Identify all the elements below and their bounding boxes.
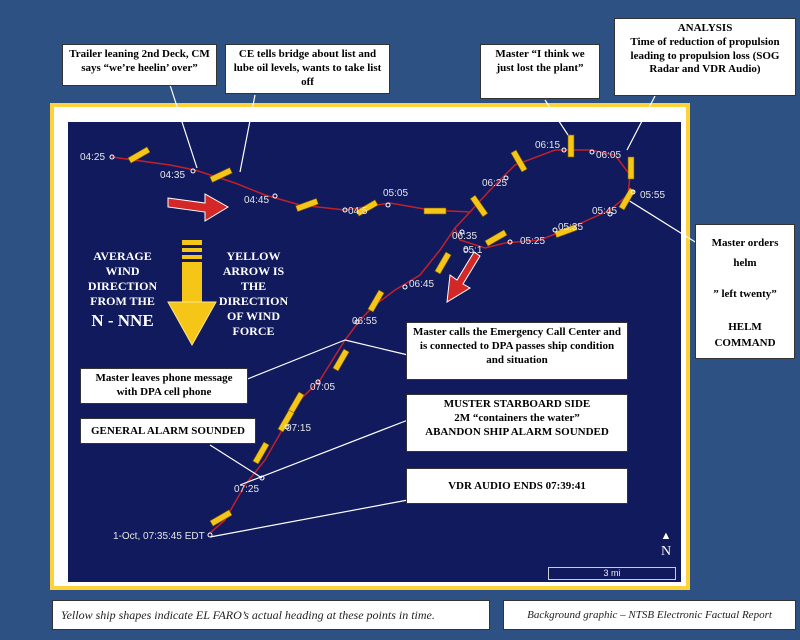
callout-vdr-ends: VDR AUDIO ENDS 07:39:41 bbox=[406, 468, 628, 504]
time-label: 05:35 bbox=[558, 222, 584, 233]
ship-shape bbox=[619, 188, 635, 210]
time-label: 06:35 bbox=[452, 231, 478, 242]
callout-lost-the-plant: Master “I think we just lost the plant” bbox=[480, 44, 600, 99]
time-label: 04:35 bbox=[160, 170, 186, 181]
ship-shape bbox=[568, 135, 574, 157]
ship-shape bbox=[435, 252, 451, 274]
ship-shape bbox=[470, 195, 488, 216]
time-label: 05:25 bbox=[520, 236, 546, 247]
ship-shape bbox=[296, 198, 319, 211]
ship-shape bbox=[368, 290, 384, 312]
time-label: 1-Oct, 07:35:45 EDT bbox=[113, 531, 205, 542]
north-indicator: ▲ N bbox=[657, 530, 675, 568]
callout-phone-message: Master leaves phone message with DPA cell phone bbox=[80, 368, 248, 404]
time-label: 05:55 bbox=[640, 190, 666, 201]
callout-trailer-leaning: Trailer leaning 2nd Deck, CM says “we’re heelin’ over” bbox=[62, 44, 217, 86]
time-label: 05:45 bbox=[592, 206, 618, 217]
time-label: 04:5 bbox=[348, 206, 368, 217]
callout-emergency-call: Master calls the Emergency Call Center and is connected to DPA passes ship condition and situation bbox=[406, 322, 628, 380]
time-label: 04:25 bbox=[80, 152, 106, 163]
callout-ce-tells-bridge: CE tells bridge about list and lube oil levels, wants to take list off bbox=[225, 44, 390, 94]
ship-shape bbox=[333, 349, 349, 371]
yellow-arrow-text: YELLOW ARROW IS THE DIRECTION OF WIND FORCE bbox=[218, 249, 289, 338]
scale-bar: 3 mi bbox=[548, 567, 676, 580]
red-arrow-wind-1 bbox=[168, 194, 228, 221]
ship-shape bbox=[210, 168, 232, 183]
time-label: 06:55 bbox=[352, 316, 378, 327]
ship-shape bbox=[424, 208, 446, 214]
callout-analysis: ANALYSIS Time of reduction of propulsion leading to propulsion loss (SOG Radar and VDR Audio) bbox=[614, 18, 796, 96]
helm-command-box: Master orders helm ” left twenty” HELM COMMAND bbox=[695, 224, 795, 359]
time-label: 06:05 bbox=[596, 150, 622, 161]
time-label: 06:45 bbox=[409, 279, 435, 290]
callout-general-alarm: GENERAL ALARM SOUNDED bbox=[80, 418, 256, 444]
time-label: 05:05 bbox=[383, 188, 409, 199]
footer-source: Background graphic – NTSB Electronic Factual Report bbox=[503, 600, 796, 630]
time-label: 07:05 bbox=[310, 382, 336, 393]
time-label: 04:45 bbox=[244, 195, 270, 206]
wind-direction-text: AVERAGE WIND DIRECTION FROM THE N - NNE bbox=[87, 249, 158, 330]
time-label: 06:15 bbox=[535, 140, 561, 151]
time-label: 07:15 bbox=[286, 423, 312, 434]
ship-shape bbox=[253, 442, 269, 464]
ship-shape bbox=[628, 157, 634, 179]
north-arrow-icon: ▲ bbox=[660, 530, 672, 542]
footer-caption: Yellow ship shapes indicate EL FARO’s actual heading at these points in time. bbox=[52, 600, 490, 630]
time-label: 07:25 bbox=[234, 484, 260, 495]
track-line-upper bbox=[112, 150, 630, 248]
callout-muster: MUSTER STARBOARD SIDE 2M “containers the water” ABANDON SHIP ALARM SOUNDED bbox=[406, 394, 628, 452]
time-label: 06:25 bbox=[482, 178, 508, 189]
time-label: 05:1 bbox=[463, 245, 483, 256]
red-arrow-wind-2 bbox=[447, 252, 480, 302]
